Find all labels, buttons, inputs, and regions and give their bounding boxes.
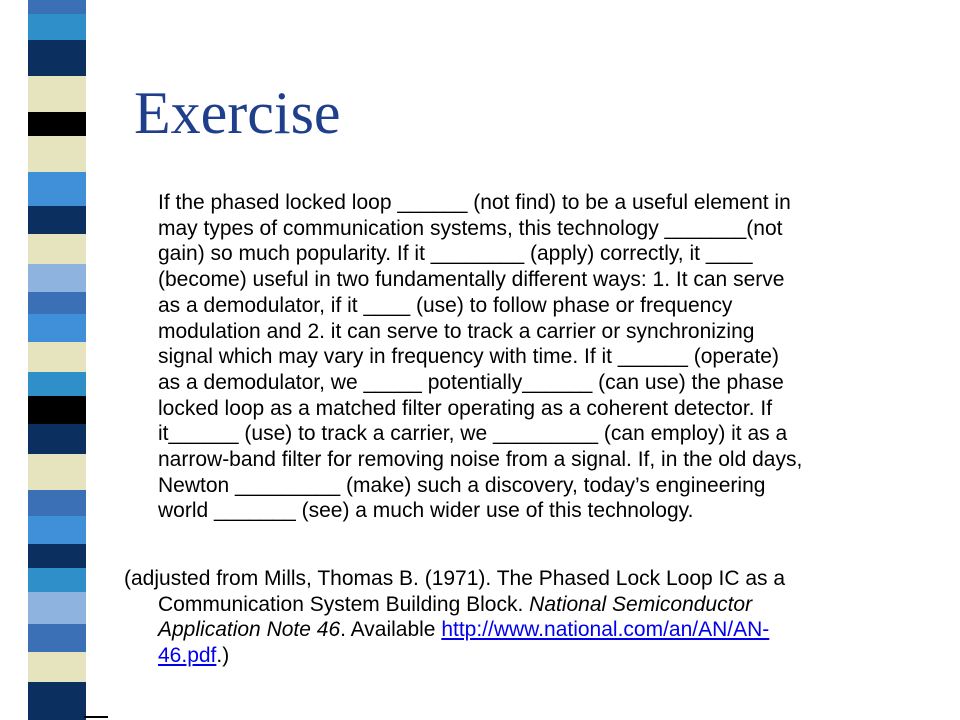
citation-closing: .): [216, 644, 230, 668]
stripe-segment: [28, 490, 86, 516]
exercise-line: world _______ (see) a much wider use of this technology.: [158, 499, 694, 523]
stripe-segment: [28, 454, 86, 490]
citation-link-part-2[interactable]: 46.pdf: [158, 644, 217, 668]
exercise-line: as a demodulator, if it ____ (use) to follow phase or frequency: [158, 293, 733, 317]
stripe-segment: [28, 372, 86, 396]
citation: [124, 566, 914, 669]
stripe-segment: [28, 136, 86, 172]
exercise-line: Newton _________ (make) such a discovery, today’s engineering: [158, 473, 766, 497]
exercise-paragraph: [158, 190, 908, 524]
citation-line-2: [124, 592, 914, 618]
stripe-segment: [28, 112, 86, 136]
stripe-segment: [28, 516, 86, 544]
stripe-segment: [28, 14, 86, 40]
footer-divider: [84, 716, 108, 718]
stripe-segment: [28, 172, 86, 206]
citation-link-part-1[interactable]: http://www.national.com/an/AN/AN-: [441, 618, 770, 642]
exercise-line: may types of communication systems, this technology _______(not: [158, 216, 783, 240]
stripe-segment: [28, 624, 86, 652]
slide-title: Exercise: [134, 80, 341, 146]
exercise-line: it______ (use) to track a carrier, we _________ (can employ) it as a: [158, 422, 788, 446]
stripe-segment: [28, 396, 86, 424]
stripe-segment: [28, 424, 86, 454]
citation-line-1: (adjusted from Mills, Thomas B. (1971). The Phased Lock Loop IC as a: [124, 567, 786, 590]
citation-text: Communication System Building Block.: [158, 592, 530, 616]
exercise-line: gain) so much popularity. If it ________ (apply) correctly, it ____: [158, 242, 753, 266]
stripe-segment: [28, 314, 86, 342]
citation-available: . Available: [340, 618, 442, 642]
stripe-segment: [28, 206, 86, 234]
exercise-line: locked loop as a matched filter operating as a coherent detector. If: [158, 396, 773, 420]
exercise-line: If the phased locked loop ______ (not find) to be a useful element in: [158, 191, 791, 214]
stripe-segment: [28, 234, 86, 264]
stripe-segment: [28, 592, 86, 624]
stripe-segment: [28, 682, 86, 720]
citation-line-4: [124, 643, 914, 669]
exercise-line: (become) useful in two fundamentally different ways: 1. It can serve: [158, 268, 785, 292]
citation-note-title: Application Note 46: [158, 618, 341, 642]
citation-journal: National Semiconductor: [529, 592, 753, 616]
stripe-segment: [28, 0, 86, 14]
stripe-segment: [28, 544, 86, 568]
stripe-segment: [28, 568, 86, 592]
stripe-segment: [28, 40, 86, 76]
stripe-segment: [28, 292, 86, 314]
citation-line-3: [124, 617, 914, 643]
decorative-stripe-bar: [28, 0, 86, 720]
exercise-line: signal which may vary in frequency with time. If it ______ (operate): [158, 345, 779, 369]
stripe-segment: [28, 264, 86, 292]
exercise-line: narrow-band filter for removing noise from a signal. If, in the old days,: [158, 448, 803, 472]
stripe-segment: [28, 342, 86, 372]
stripe-segment: [28, 76, 86, 112]
stripe-segment: [28, 652, 86, 682]
exercise-line: as a demodulator, we _____ potentially______ (can use) the phase: [158, 370, 784, 394]
exercise-line: modulation and 2. it can serve to track a carrier or synchronizing: [158, 319, 755, 343]
